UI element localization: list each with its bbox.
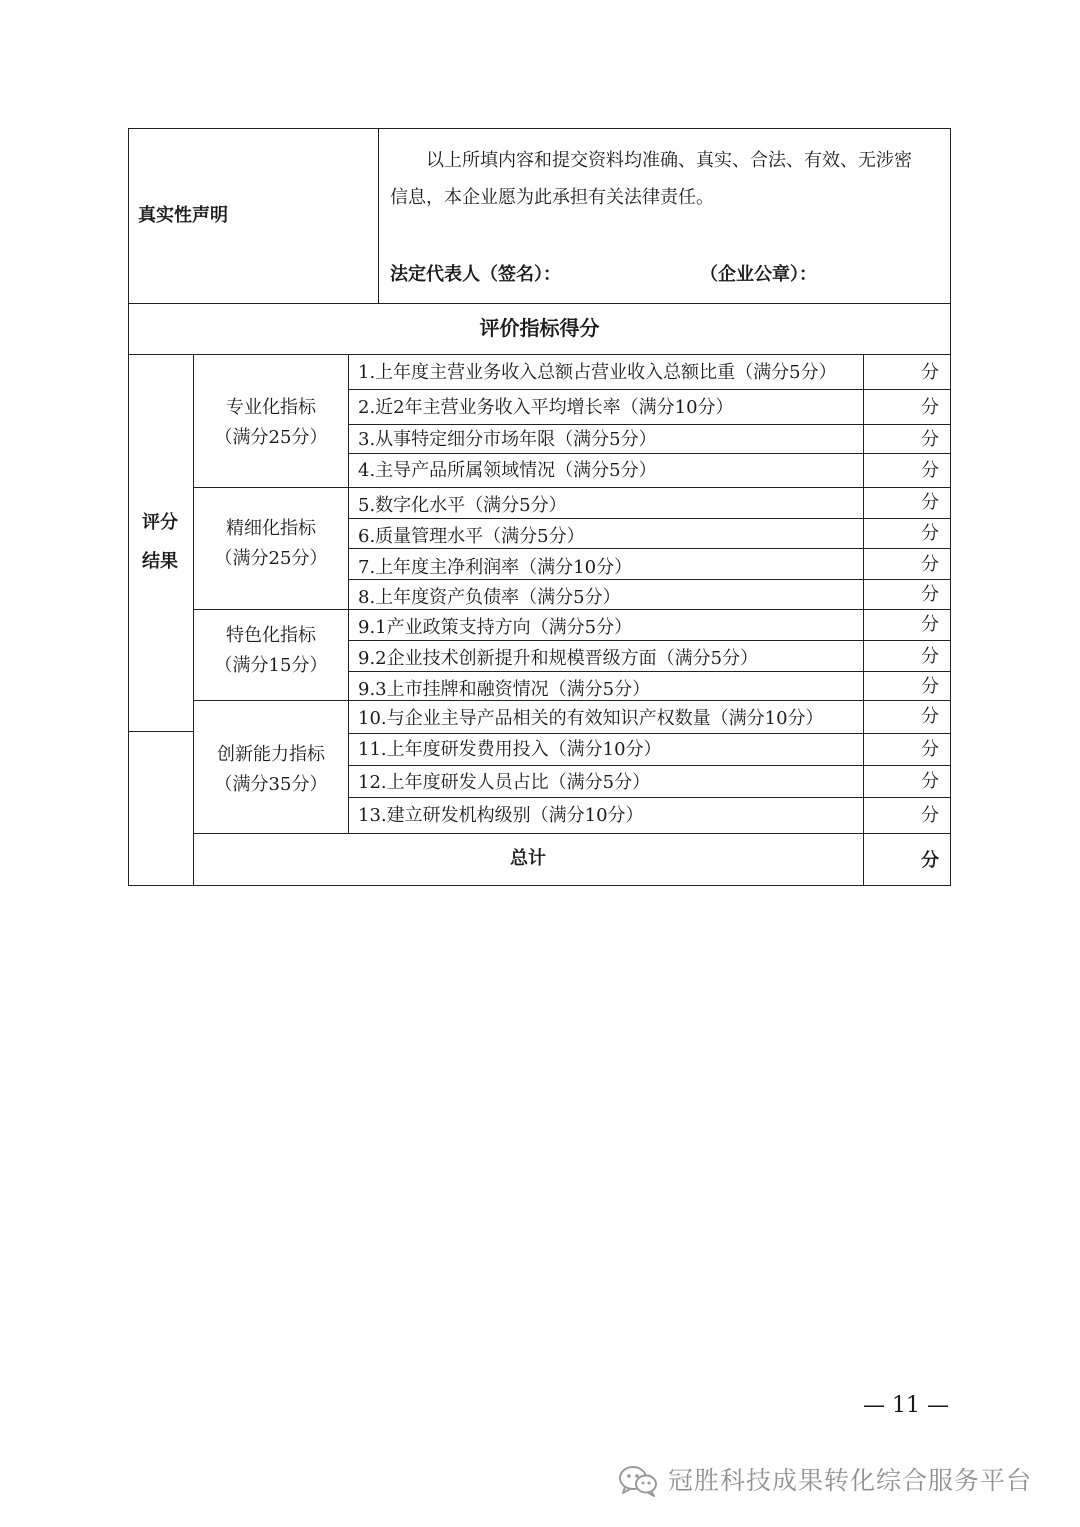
total-label: 总计 (510, 848, 546, 869)
category-name: 精细化指标 (226, 518, 316, 539)
indicator-item: 9.2企业技术创新提升和规模晋级方面（满分5分） (358, 648, 759, 669)
indicator-item: 7.上年度主净利润率（满分10分） (358, 557, 633, 578)
score-unit: 分 (921, 646, 939, 667)
category-full-score: （满分15分） (214, 655, 328, 676)
score-unit: 分 (921, 492, 939, 513)
indicator-item: 6.质量管理水平（满分5分） (358, 526, 585, 547)
page-number: — 11 — (863, 1393, 949, 1418)
score-unit: 分 (921, 429, 939, 450)
category-specialization (196, 393, 346, 453)
indicator-item: 9.1产业政策支持方向（满分5分） (358, 617, 633, 638)
declaration-label: 真实性声明 (138, 205, 228, 226)
indicator-item: 3.从事特定细分市场年限（满分5分） (358, 429, 657, 450)
indicator-item: 13.建立研发机构级别（满分10分） (358, 805, 644, 826)
indicator-item: 12.上年度研发人员占比（满分5分） (358, 772, 651, 793)
indicator-item: 10.与企业主导产品相关的有效知识产权数量（满分10分） (358, 708, 824, 729)
total-unit: 分 (921, 850, 939, 871)
score-header: 评价指标得分 (479, 316, 600, 340)
wechat-icon (618, 1464, 660, 1498)
indicator-item: 8.上年度资产负债率（满分5分） (358, 587, 621, 608)
indicator-item: 2.近2年主营业务收入平均增长率（满分10分） (358, 397, 734, 418)
signature-label: 法定代表人（签名）： (390, 264, 561, 285)
category-refinement (196, 514, 346, 574)
declaration-line-1: 以上所填内容和提交资料均准确、真实、合法、有效、无涉密 (426, 150, 912, 171)
declaration-line-2: 信息，本企业愿为此承担有关法律责任。 (390, 187, 714, 208)
score-unit: 分 (921, 460, 939, 481)
indicator-item: 9.3上市挂牌和融资情况（满分5分） (358, 679, 651, 700)
category-name: 特色化指标 (226, 625, 316, 646)
category-full-score: （满分25分） (214, 548, 328, 569)
score-unit: 分 (921, 614, 939, 635)
indicator-item: 5.数字化水平（满分5分） (358, 495, 567, 516)
score-unit: 分 (921, 706, 939, 727)
watermark-text: 冠胜科技成果转化综合服务平台 (668, 1466, 1033, 1495)
score-unit: 分 (921, 584, 939, 605)
category-full-score: （满分35分） (214, 774, 328, 795)
seal-label: （企业公章）： (700, 264, 817, 285)
indicator-item: 11.上年度研发费用投入（满分10分） (358, 739, 662, 760)
score-unit: 分 (921, 676, 939, 697)
category-name: 创新能力指标 (217, 744, 325, 765)
result-label-line-2: 结果 (142, 551, 178, 572)
score-unit: 分 (921, 739, 939, 760)
score-unit: 分 (921, 523, 939, 544)
score-unit: 分 (921, 362, 939, 383)
score-unit: 分 (921, 397, 939, 418)
category-innovation (196, 740, 346, 800)
category-distinctiveness (196, 621, 346, 681)
watermark (618, 1462, 1038, 1502)
category-full-score: （满分25分） (214, 427, 328, 448)
result-label-line-1: 评分 (142, 512, 178, 533)
score-unit: 分 (921, 771, 939, 792)
category-name: 专业化指标 (226, 397, 316, 418)
score-unit: 分 (921, 554, 939, 575)
indicator-item: 1.上年度主营业务收入总额占营业收入总额比重（满分5分） (358, 362, 837, 383)
score-unit: 分 (921, 805, 939, 826)
indicator-item: 4.主导产品所属领域情况（满分5分） (358, 460, 657, 481)
